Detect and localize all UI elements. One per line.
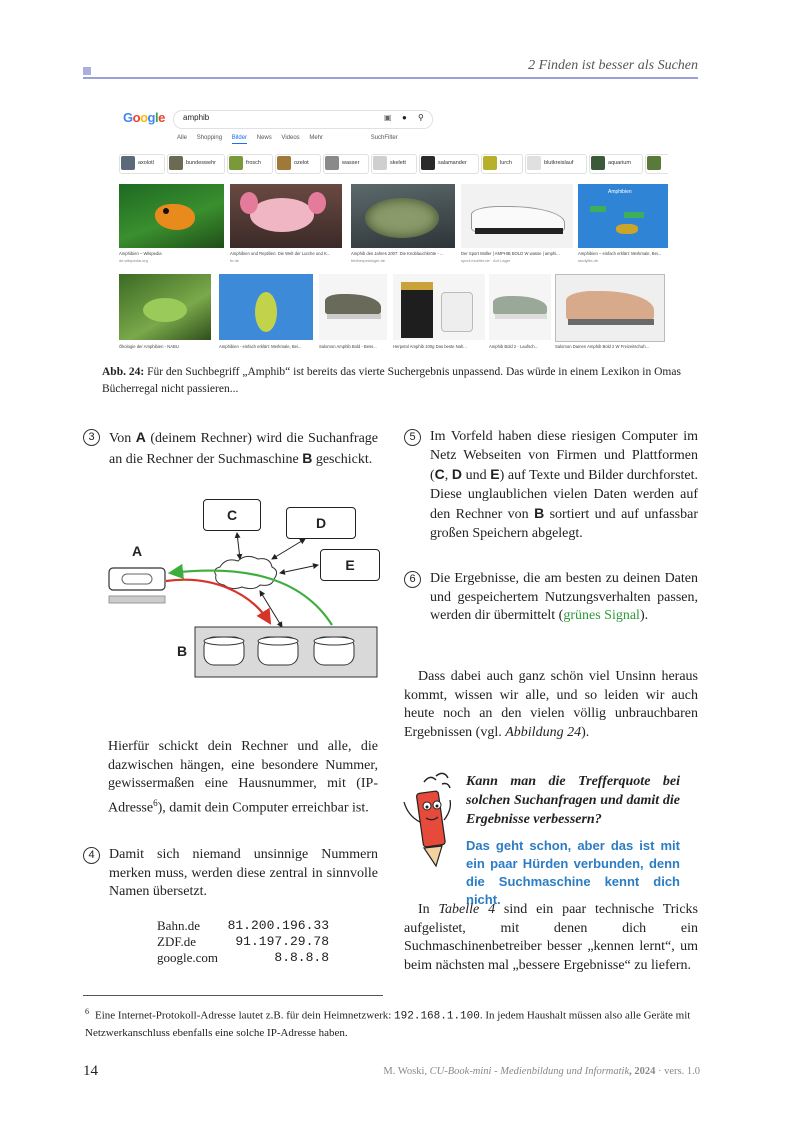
result-title[interactable]: Ökologie der Amphibien - NABU	[119, 344, 179, 349]
search-results-screenshot	[115, 100, 668, 352]
chip[interactable]: salamander	[419, 154, 479, 174]
list-item-4	[83, 846, 378, 902]
item-number: 6	[404, 571, 421, 588]
result-source: de.wikipedia.org	[119, 258, 148, 263]
question-text: Kann man die Trefferquote bei solchen Suchanfragen und damit die Ergebnisse verbessern?	[466, 774, 680, 827]
tricks-paragraph: In Tabelle 4 sind ein paar technische Tricks aufgelistet, mit denen dich ein Suchmaschinenbetreiber besser „kennen lernt“, um beim nächsten mal „bessere Ergebnisse“ zu liefern.	[404, 902, 698, 973]
label-a: A	[132, 543, 143, 559]
network-diagram	[100, 495, 390, 685]
chip[interactable]: bundeswehr	[167, 154, 225, 174]
footnote-ref[interactable]: 6	[153, 797, 158, 808]
search-tabs	[177, 135, 406, 141]
tab-suchfilter[interactable]: SuchFilter	[370, 135, 398, 141]
tab-bilder[interactable]: Bilder	[232, 135, 247, 144]
result-source: br.de	[230, 258, 239, 263]
running-header: 2 Finden ist besser als Suchen	[528, 58, 698, 73]
item-number: 5	[404, 429, 421, 446]
item-4-text: Damit sich niemand unsinnige Nummern merken muss, werden diese zentral in sinnvolle Namen übersetzt.	[109, 847, 378, 899]
chip[interactable]: blutkreislauf	[525, 154, 587, 174]
image-result[interactable]	[489, 274, 551, 340]
answer-text: Das geht schon, aber das ist mit ein paar Hürden verbunden, denn die Suchmaschine kennt dich nicht.	[466, 838, 680, 907]
chip[interactable]: wasser	[323, 154, 369, 174]
tab-news[interactable]: News	[256, 135, 272, 141]
dns-table	[157, 918, 337, 970]
caption-text: Für den Suchbegriff „Amphib“ ist bereits das vierte Suchergebnis unpassend. Das würde in einem Lexikon in Omas Bücherregal nicht passieren...	[102, 366, 681, 395]
arrow-cloud-d	[272, 539, 305, 559]
image-result[interactable]: Amphibien	[578, 184, 668, 248]
table-reference[interactable]: Tabelle 4	[438, 902, 496, 917]
arrow-cloud-b	[260, 591, 282, 627]
image-result[interactable]	[351, 184, 455, 248]
server-d: D	[286, 507, 356, 539]
image-result[interactable]	[319, 274, 387, 340]
item-number: 4	[83, 847, 100, 864]
result-source: feldherpetologie.de	[351, 258, 386, 263]
chip[interactable]: lurch	[481, 154, 523, 174]
chip[interactable]: axolotl	[119, 154, 165, 174]
ip-paragraph: Hierfür schickt dein Rechner und alle, die dazwischen hängen, eine besondere Nummer, gewissermaßen eine Hausnummer, mit (IP-Adresse$^6$), damit dein Computer erreichbar ist.	[108, 739, 378, 816]
figure-reference[interactable]: Abbildung 24	[505, 724, 582, 740]
arrow-cloud-c	[237, 533, 240, 559]
pencil-mascot-icon	[398, 770, 460, 870]
chip[interactable]: ozelot	[275, 154, 321, 174]
header-rule	[83, 77, 698, 79]
label-b: B	[177, 643, 188, 659]
result-title[interactable]: Amphibien und Reptilien: Die Welt der Lurche und K...	[230, 251, 331, 256]
chip[interactable]: skelett	[371, 154, 417, 174]
chip[interactable]: aquarium	[589, 154, 643, 174]
header-marker	[83, 67, 91, 75]
related-chips	[119, 154, 667, 174]
result-title[interactable]: Amphibien - einfach erklärt: Merkmale, Bei...	[219, 344, 302, 349]
result-source: sport-mueller.de · Auf Lager	[461, 258, 511, 263]
result-title[interactable]: Amphibien – einfach erklärt: Merkmale, Bei...	[578, 251, 662, 256]
server-e: E	[320, 549, 380, 581]
search-icon[interactable]: ⚲	[418, 113, 424, 122]
item-number: 3	[83, 429, 100, 446]
tab-alle[interactable]: Alle	[177, 135, 188, 141]
result-title[interactable]: Amphib Bold 2 - Laufsch...	[489, 344, 539, 349]
green-signal-text: grünes Signal	[563, 608, 640, 623]
tab-mehr[interactable]: Mehr	[309, 135, 324, 141]
search-query: amphib	[183, 113, 210, 122]
tab-videos[interactable]: Videos	[281, 135, 300, 141]
result-title[interactable]: Amphibien – Wikipedia	[119, 251, 162, 256]
server-c: C	[203, 499, 261, 531]
image-result[interactable]	[119, 274, 211, 340]
computer-a-screen	[122, 574, 152, 584]
qa-box	[466, 772, 680, 909]
result-title[interactable]: Der Sport Müller | AMPHIB BOLD W wasse | amphi...	[461, 251, 560, 256]
ip-address: 8.8.8.8	[274, 950, 329, 965]
camera-icon[interactable]: ▣	[384, 113, 392, 122]
computer-a-base	[109, 596, 165, 603]
footer-credit: M. Woski, CU-Book-mini - Medienbildung und Informatik, 2024 · vers. 1.0	[383, 1066, 700, 1077]
image-result[interactable]	[119, 184, 224, 248]
caption-label: Abb. 24:	[102, 366, 145, 378]
result-title[interactable]: Salomon Damen Amphib Bold 2 W Freizeitschuh...	[555, 344, 650, 349]
chip[interactable]: frosch	[227, 154, 273, 174]
footnote: $^6$ Eine Internet-Protokoll-Adresse lautet z.B. für dein Heimnetzwerk: 192.168.1.100. In jedem Haushalt müssen also alle Geräte mit Netzwerkanschluss ebenfalls eine solche IP-Adresse haben.	[85, 1007, 691, 1039]
image-result[interactable]	[219, 274, 313, 340]
ip-address: 81.200.196.33	[227, 918, 329, 933]
unsinn-paragraph: Dass dabei auch ganz schön viel Unsinn heraus kommt, wissen wir alle, und so leiden wir auch heute noch an den vielen völlig unbrauchbaren Ergebnissen (vgl. Abbildung 24).	[404, 669, 698, 740]
result-source: studyflix.de	[578, 258, 599, 263]
search-bar[interactable]	[173, 110, 433, 129]
list-item-5: 5 Im Vorfeld haben diese riesigen Computer im Netz Webseiten von Firmen und Plattformen (C, D und E) auf Texte und Bilder durchforstet. Diese unglaublichen vielen Daten werden auf den Rechner von B sortiert und auf unfassbar großen Speichern abgelegt.	[404, 428, 698, 543]
tab-shopping[interactable]: Shopping	[196, 135, 223, 141]
chip[interactable]	[645, 154, 668, 174]
search-logo: Google	[123, 110, 165, 125]
page-number: 14	[83, 1063, 98, 1079]
list-item-6: 6 Die Ergebnisse, die am besten zu deinen Daten und gespeichertem Nutzungsverhalten passen, werden dir übermittelt (grünes Signal).	[404, 570, 698, 626]
image-result[interactable]	[461, 184, 573, 248]
image-result[interactable]	[230, 184, 342, 248]
result-title[interactable]: Herpetol Amphib 100g Das beste Nah...	[393, 344, 467, 349]
ip-address: 91.197.29.78	[235, 934, 329, 949]
mic-icon[interactable]: ●	[402, 113, 407, 122]
footnote-rule	[83, 995, 383, 996]
image-result[interactable]	[555, 274, 665, 342]
diagram-svg	[100, 495, 390, 685]
domain-name: ZDF.de	[157, 934, 197, 949]
list-item-3: 3 Von A (deinem Rechner) wird die Suchanfrage an die Rechner der Suchmaschine B geschickt.	[83, 428, 378, 469]
domain-name: google.com	[157, 950, 219, 965]
figure-caption	[102, 364, 682, 398]
image-result[interactable]	[393, 274, 485, 340]
result-title[interactable]: Salomon Amphib Bold - Bess...	[319, 344, 377, 349]
result-title[interactable]: Amphib des Jahres 2007: Die Knoblauchkröte - ...	[351, 251, 444, 256]
arrow-cloud-e	[280, 565, 318, 573]
domain-name: Bahn.de	[157, 918, 200, 933]
